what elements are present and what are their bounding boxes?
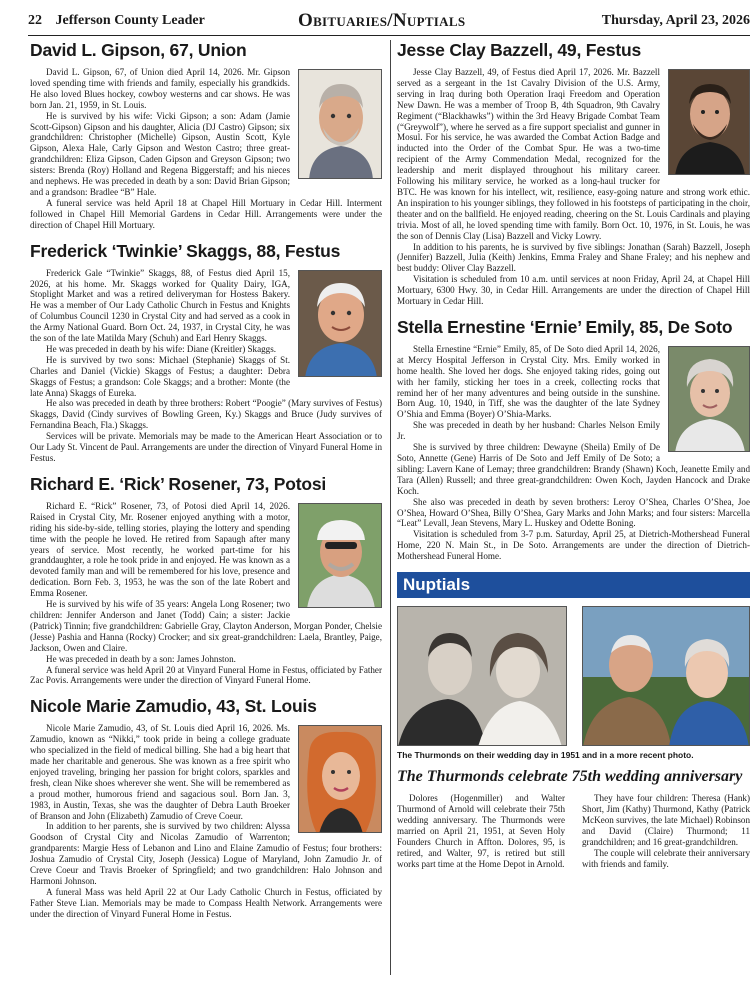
obituary-heading: David L. Gipson, 67, Union [30, 40, 247, 60]
obituary-paragraph: She is survived by three children: Dewayne (Sheila) Emily of De Soto, Annette (Gene) Harris of De Soto and Jeff Emily of De Soto; a sibling: Lavern Kane of Lemay; three grandchildren: Brandy (Shawn) Koch, Jeanette Emily and Tara (Allen) Russell; and three great-grandchildren: Owen Koch, Jayden Hancock and Drake Koch. [397, 442, 750, 496]
obituary-paragraph: She was preceded in death by her husband: Charles Nelson Emily Jr. [397, 420, 660, 442]
obituary-paragraph: He also was preceded in death by three brothers: Robert “Poogie” (Mary survives of Festus) Skaggs, David (Cindy survives of Bowling Green, Ky.) Skaggs and Bruce (Judy survives of Fernandina Beach, Fla.) Skaggs. [30, 398, 382, 431]
portrait-photo [298, 503, 382, 608]
obituary-paragraph: Services will be private. Memorials may be made to the American Heart Association or to Our Lady St. Vincent de Paul. Arrangements are under the direction of Vinyard Funeral Home in Festus. [30, 431, 382, 463]
portrait-photo [298, 270, 382, 377]
obituary-paragraph: Richard E. “Rick” Rosener, 73, of Potosi died April 14, 2026. Raised in Crystal City, Mr. Rosener enjoyed anything with a motor, riding his side-by-side, telling stories, playing the lottery and spending time with the people he loved. He retired from Sapaugh after many years of service. Most recently, he worked part-time for his granddaughter, a role he took pride in and enjoyed. He was known as a devoted family man and will be remembered for his love, presence and dedication. Born Feb. 3, 1953, he was the son of the late Robert and Emma Rosener. [30, 500, 290, 599]
obituary-paragraph: Visitation is scheduled from 3-7 p.m. Saturday, April 25, at Dietrich-Mothershead Funeral Home, 220 N. Main St., in De Soto. Arrangements are under the direction of Dietrich-Mothershead Funeral Home. [397, 529, 750, 562]
portrait-photo [668, 346, 750, 452]
nuptials-column-2 [582, 793, 750, 869]
nuptials-paragraph: They have four children: Theresa (Hank) Short, Jim (Kathy) Thurmond, Kathy (Patrick McKeon survives, the late Michael) Robinson and David (Claire) Thurmond; 11 grandchildren; and 16 great-grandchildren. [582, 793, 750, 847]
obituary-heading: Jesse Clay Bazzell, 49, Festus [397, 40, 641, 60]
obituary-paragraph: Frederick Gale “Twinkie” Skaggs, 88, of Festus died April 15, 2026, at his home. Mr. Skaggs worked for Quality Dairy, IGA, Stoplight Market and was a retired deliveryman for Hostess Bakery. He was a member of Our Lady Catholic Church in Festus and Knights of Columbus Council 1230 in Crystal City and had served as a cook in the Army National Guard. Born Oct. 24, 1937, in Crystal City, he was the son of the late Matilda Mary (Schuh) and Earl Henry Skaggs. [30, 267, 290, 344]
obituary-heading: Frederick ‘Twinkie’ Skaggs, 88, Festus [30, 240, 341, 261]
obituary-heading: Richard E. ‘Rick’ Rosener, 73, Potosi [30, 473, 327, 494]
obituary-gipson [30, 40, 382, 231]
obituary-heading: Nicole Marie Zamudio, 43, St. Louis [30, 696, 317, 717]
obituary-zamudio [30, 696, 382, 919]
obituary-paragraph: He is survived by two sons: Michael (Stephanie) Skaggs of St. Charles and Daniel (Vickie) Skaggs of Festus; a daughter: Debra Skaggs of Festus; a grandson: Cole Skaggs; and a brother: Monte (the late Anna) Skaggs of Eureka. [30, 354, 290, 398]
obituary-skaggs [30, 241, 382, 464]
obituary-paragraph: A funeral service was held April 18 at Chapel Hill Mortuary in Cedar Hill. Interment followed in Chapel Hill Memorial Gardens in Cedar Hill. Arrangements were under the direction of Chapel Hill Mortuary. [30, 197, 382, 230]
obituary-rosener [30, 474, 382, 686]
obituary-emily [397, 317, 750, 562]
nuptials-column-1 [397, 793, 565, 869]
page-number: 22 [28, 13, 42, 28]
obituary-paragraph: She also was preceded in death by seven brothers: Leroy O’Shea, Charles O’Shea, Joe O’Shea, Howard O’Shea, Billy O’Shea, Gary Marks and John Marks; and four sisters: Marcella “Leat” Levall, Jean Stevens, Mary L. Huskey and Odette Boning. [397, 496, 750, 529]
right-column [397, 40, 750, 869]
obituary-paragraph: A funeral Mass was held April 22 at Our Lady Catholic Church in Festus, officiated by Father Steve Lian. Memorials may be made to Compass Health Network. Arrangements were under the direction of Vinyard Funeral Home in Festus. [30, 886, 382, 919]
obituary-paragraph: Nicole Marie Zamudio, 43, of St. Louis died April 16, 2026. Ms. Zamudio, known as “Nikki,” took pride in being a college graduate who specialized in the field of medical billing. She had a big heart that made her charitable and generous. She was known as a free spirit who enjoyed traveling, bringing her passion for bright colors, sparkles and fresh, clean Nike shoes wherever she went. She will be remembered as a proud mother, humorous friend and sagacious soul. Born Jan. 3, 1983, in Austin, Texas, she was the daughter of Debra Lauth Broeker of Branson and John (Elizabeth) Zamudio of Creve Coeur. [30, 723, 290, 821]
masthead [28, 10, 750, 36]
column-divider [390, 40, 391, 975]
obituary-paragraph: A funeral service was held April 20 at Vinyard Funeral Home in Festus, officiated by Father Zac Povis. Arrangements were under the direction of Vinyard Funeral Home. [30, 664, 382, 686]
photo-caption: The Thurmonds on their wedding day in 1951 and in a more recent photo. [397, 750, 694, 761]
obituary-paragraph: He is survived by his wife: Vicki Gipson; a son: Adam (Jamie Scott-Gipson) Gipson and his daughter, Alicia (DJ Castro) Gipson; six grandchildren: Christopher (Michelle) Gipson, Austin Scott, Kyle Gipson, Alexa Hale, Carly Gipson and Weston Castro; three great-grandchildren: Eliza Gipson, Caden Gipson and Greyson Gipson; two sisters: Brenda (Roy) Holland and Regena Biggerstaff; and his nieces and nephews. He was preceded in death by a son: David Brian Gipson; and a grandson: Bradlee “B” Hale. [30, 110, 290, 197]
issue-date: Thursday, April 23, 2026 [601, 13, 750, 28]
obituary-paragraph: He was preceded in death by his wife: Diane (Kreitler) Skaggs. [46, 343, 277, 354]
obituary-heading: Stella Ernestine ‘Ernie’ Emily, 85, De Soto [397, 316, 733, 337]
section-title: Obituaries/Nuptials [298, 10, 466, 31]
obituary-paragraph: In addition to his parents, he is survived by five siblings: Jonathan (Sarah) Bazzell, Joseph (Jennifer) Bazzell, Julia (Keith) Jenkins, Emma Fraley and Shane Fraley; and his nephew and best buddy: Oliver Clay Bazzell. [397, 241, 750, 274]
publication-name: Jefferson County Leader [55, 13, 205, 28]
obituary-paragraph: He is survived by his wife of 35 years: Angela Long Rosener; two children: Jennifer Anderson and Janet (Todd) Cain; a sister: Jackie (Patrick) Tinnin; five grandchildren: Gabrielle Gray, Clayton Anderson, Morgan Ponder, Chelsie (Jesse) Pashia and Hanna (Rocky) Crocker; and six great-grandchildren: Laela, Brantley, Paige, Jackson, Owen and Claire. [30, 599, 382, 653]
wedding-photo [397, 606, 567, 746]
nuptials-section [397, 572, 750, 869]
portrait-photo [298, 69, 382, 179]
nuptials-paragraph: Dolores (Hogenmiller) and Walter Thurmond of Arnold will celebrate their 75th wedding anniversary. The Thurmonds were married on April 21, 1951, at Seven Holy Founders Church in Affton. Dolores, 95, is retired, and Walter, 97, is retired but still works part time at the Home Depot in Arnold. [397, 793, 565, 869]
portrait-photo [668, 69, 750, 175]
nuptials-photos [397, 606, 750, 746]
nuptials-banner: Nuptials [397, 572, 750, 598]
obituary-paragraph: Stella Ernestine “Ernie” Emily, 85, of De Soto died April 14, 2026, at Mercy Hospital Jefferson in Crystal City. Mrs. Emily worked in home health. She loved her dogs. She enjoyed taking rides, going out with her family, sticking her toes in a creek, collecting rocks that remind her of her many adventures and being outside in the sunshine. Born Aug. 10, 1940, in Tiff, she was the daughter of the late Sydney O’Shia and Emma (Boyer) O’Shia-Marks. [397, 343, 660, 420]
portrait-photo [298, 725, 382, 833]
obituary-paragraph: He was preceded in death by a son: James Johnston. [46, 653, 236, 664]
left-column [30, 40, 382, 930]
recent-photo [582, 606, 750, 746]
obituary-paragraph: David L. Gipson, 67, of Union died April 14, 2026. Mr. Gipson loved spending time with friends and family, especially his grandkids. He also loved Blues hockey, cowboy westerns and car shows. He was born Jan. 21, 1959, in St. Louis. [30, 67, 290, 110]
obituary-paragraph: Visitation is scheduled from 10 a.m. until services at noon Friday, April 24, at Chapel Hill Mortuary, 6300 Hwy. 30, in Cedar Hill. Arrangements are under the direction of Chapel Hill Mortuary in Cedar Hill. [397, 274, 750, 307]
obituary-paragraph: Jesse Clay Bazzell, 49, of Festus died April 17, 2026. Mr. Bazzell served as a sergeant in the 1st Cavalry Division of the U.S. Army, serving in Iraq during both Operation Iraqi Freedom and Operation New Dawn. He was a member of Troop B, 4th Squadron, 9th Cavalry Regiment (“Blackhawks”) within the 3rd Heavy Brigade Combat Team (“Greywolf”), where he served as a fire support specialist and gunner in Mosul. For his service, he was awarded the Combat Action Badge and inducted into the Order of the Combat Spur. He was a two-time recipient of the Army Commendation Medal, recognized for the leadership and merit displayed throughout his military career. Following his military service, he worked as a long-haul trucker for BTC. He was known for his intellect, wit, resilience, easy-going nature and strong work ethic. An inspiration to his younger siblings, they followed in his footsteps of participating in the choir, theater and on the ballfield. He enjoyed reading, cheering on the St. Louis Cardinals and playing trivia. Most of all, he loved spending time with family. Born Oct. 10, 1976, in St. Louis, he was the son of Dennis Clay (Lisa) Bazzell and Vicky Lowry. [397, 67, 750, 241]
nuptials-headline: The Thurmonds celebrate 75th wedding anniversary [397, 768, 743, 786]
nuptials-body [397, 793, 750, 869]
obituary-paragraph: In addition to her parents, she is survived by two children: Alyssa Goodson of Crystal City and Nicolas Zamudio of Warrenton; grandparents: Margie Hess of Lebanon and Lino and Elaine Zamudio of Festus; four brothers: Joshua Zamudio of Crystal City, Joseph (Jessica) Logue of Maryland, John Zamudio Jr. of Creve Coeur and Travis Broeker of Springfield; and two grandchildren: Halo Johnson and Harmoni Johnson. [30, 821, 382, 886]
obituary-bazzell [397, 40, 750, 307]
masthead-rule [28, 35, 750, 36]
nuptials-paragraph: The couple will celebrate their anniversary with friends and family. [582, 847, 750, 869]
masthead-left [28, 13, 205, 29]
